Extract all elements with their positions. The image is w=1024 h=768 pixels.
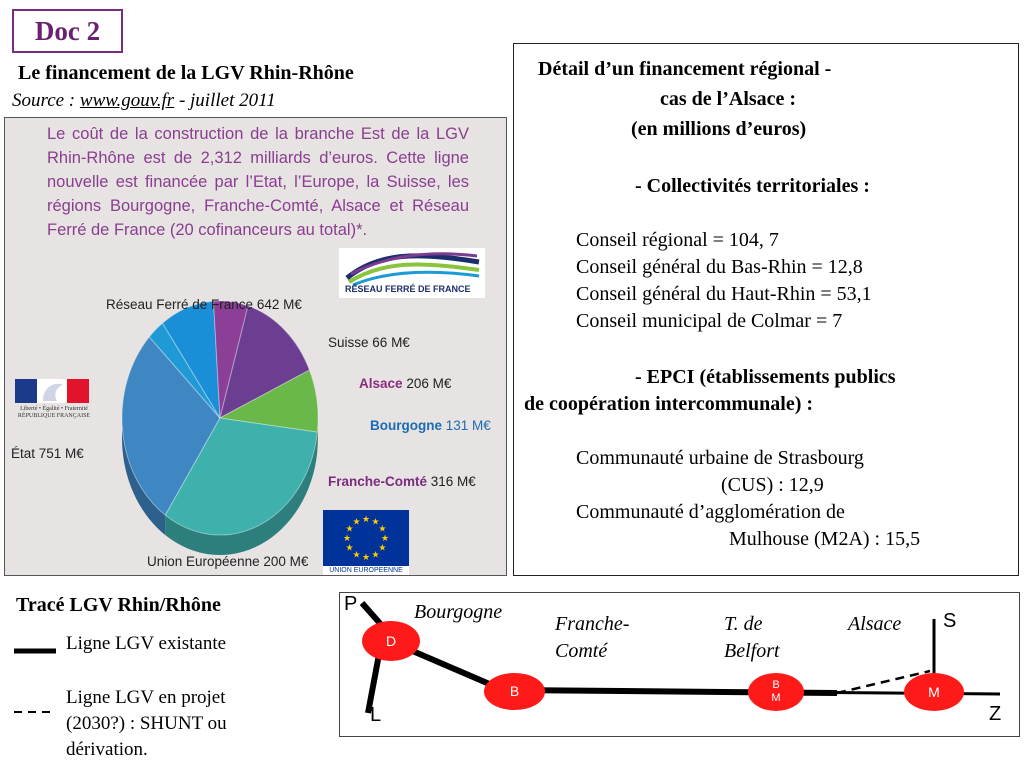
detail-heading-2: cas de l’Alsace :: [660, 88, 797, 110]
rff-logo-text: RÉSEAU FERRÉ DE FRANCE: [345, 284, 471, 294]
eu-star: ★: [371, 549, 380, 560]
lgv-route-map: [339, 592, 1020, 737]
eu-star: ★: [352, 516, 361, 527]
eu-star: ★: [378, 542, 387, 553]
label-union-europeenne: [147, 554, 308, 569]
label-rff: [106, 297, 302, 312]
legend-existing: Ligne LGV existante: [66, 633, 227, 654]
label-suisse-name: Suisse: [328, 335, 369, 350]
label-etat: [11, 446, 84, 461]
source-line: [12, 90, 276, 112]
item-cus-1: Communauté urbaine de Strasbourg: [576, 447, 864, 469]
item-m2a-2: Mulhouse (M2A) : 15,5: [729, 528, 921, 550]
pie-top: [122, 301, 318, 535]
eu-star: ★: [371, 516, 380, 527]
item-bas-rhin: Conseil général du Bas-Rhin = 12,8: [576, 256, 863, 278]
node-besancon: B: [484, 673, 545, 710]
eu-star: ★: [342, 533, 352, 543]
legend-solid-line-icon: [14, 646, 56, 656]
region-belfort-2: Belfort: [724, 640, 780, 662]
node-bm-line-1: B: [772, 679, 780, 691]
label-bourgogne: [370, 418, 491, 433]
intro-text: Le coût de la construction de la branche Est de la LGV Rhin-Rhône est de 2,312 milliards d’euros. Cette ligne nouvelle est financée par l’Etat, l’Europe, la Suisse, les régions Bourgogne, Franche-Comté, Alsace et Réseau Ferré de France (20 cofinanceurs au total)*.: [47, 125, 469, 239]
legend-project: [66, 685, 227, 763]
doc-label: Doc 2: [12, 9, 123, 53]
eu-star: ★: [345, 523, 354, 534]
legend-project-line-1: Ligne LGV en projet: [66, 687, 226, 708]
region-belfort-1: T. de: [724, 613, 763, 635]
section-epci-1: - EPCI (établissements publics: [635, 366, 896, 388]
region-belfort: [724, 611, 780, 665]
label-alsace-name: Alsace: [359, 376, 403, 391]
eu-star: ★: [345, 542, 354, 553]
region-bourgogne: Bourgogne: [414, 601, 503, 623]
rf-motto: Liberté • Égalité • Fraternité: [20, 406, 88, 412]
trace-title: Tracé LGV Rhin/Rhône: [16, 594, 221, 616]
label-ue-value: 200 M€: [263, 554, 309, 569]
node-belfort-montbeliard: [748, 673, 804, 711]
label-suisse-value: 66 M€: [372, 335, 410, 350]
source-suffix: - juillet 2011: [174, 90, 276, 111]
eu-star: ★: [352, 549, 361, 560]
letter-z: Z: [989, 703, 1002, 725]
letter-p: P: [344, 593, 358, 615]
node-mulhouse: M: [904, 673, 964, 711]
source-prefix: Source :: [12, 90, 80, 111]
eu-star: ★: [378, 523, 387, 534]
section-collectivites: - Collectivités territoriales :: [635, 175, 870, 197]
legend-dashed-line-icon: [14, 707, 56, 717]
item-cus-2: (CUS) : 12,9: [721, 474, 824, 496]
node-bm-line-2: M: [771, 692, 781, 704]
label-bourgogne-name: Bourgogne: [370, 418, 442, 433]
detail-heading-3: (en millions d’euros): [631, 118, 807, 140]
source-link[interactable]: www.gouv.fr: [79, 90, 175, 111]
label-ue-name: Union Européenne: [147, 554, 260, 569]
legend-project-line-2: (2030?) : SHUNT ou: [66, 713, 227, 734]
financing-panel: [4, 117, 507, 576]
rf-name: RÉPUBLIQUE FRANÇAISE: [17, 413, 91, 419]
item-conseil-regional: Conseil régional = 104, 7: [576, 229, 779, 251]
legend-project-line-3: dérivation.: [66, 739, 148, 760]
regional-detail-panel: [513, 43, 1019, 576]
label-etat-name: État: [11, 446, 36, 461]
label-franche-comte-name: Franche-Comté: [328, 474, 428, 489]
node-dijon: D: [362, 621, 420, 661]
label-franche-comte: [328, 474, 476, 489]
item-haut-rhin: Conseil général du Haut-Rhin = 53,1: [576, 283, 872, 305]
label-franche-comte-value: 316 M€: [430, 474, 476, 489]
region-franche-comte-1: Franche-: [555, 613, 630, 635]
section-epci-2: de coopération intercommunale) :: [524, 393, 814, 415]
eu-star: ★: [361, 514, 371, 524]
financing-pie-chart: [5, 118, 507, 576]
letter-l: L: [370, 704, 382, 726]
region-franche-comte: [555, 611, 629, 665]
label-etat-value: 751 M€: [38, 446, 84, 461]
item-m2a-1: Communauté d’agglomération de: [576, 501, 845, 523]
label-bourgogne-value: 131 M€: [445, 418, 491, 433]
label-suisse: [328, 335, 410, 350]
label-alsace-value: 206 M€: [406, 376, 452, 391]
detail-heading-1: Détail d’un financement régional -: [538, 58, 832, 80]
label-alsace: [359, 376, 451, 391]
eu-logo-text: UNION EUROPEENNE: [323, 566, 409, 576]
item-colmar: Conseil municipal de Colmar = 7: [576, 310, 843, 332]
eu-star: ★: [380, 533, 390, 543]
label-rff-name: Réseau Ferré de France: [106, 297, 254, 312]
region-franche-comte-2: Comté: [555, 640, 608, 662]
letter-s: S: [943, 610, 957, 632]
financing-title: Le financement de la LGV Rhin-Rhône: [18, 62, 354, 84]
eu-star: ★: [361, 552, 371, 562]
region-alsace: Alsace: [848, 613, 902, 635]
label-rff-value: 642 M€: [256, 297, 302, 312]
